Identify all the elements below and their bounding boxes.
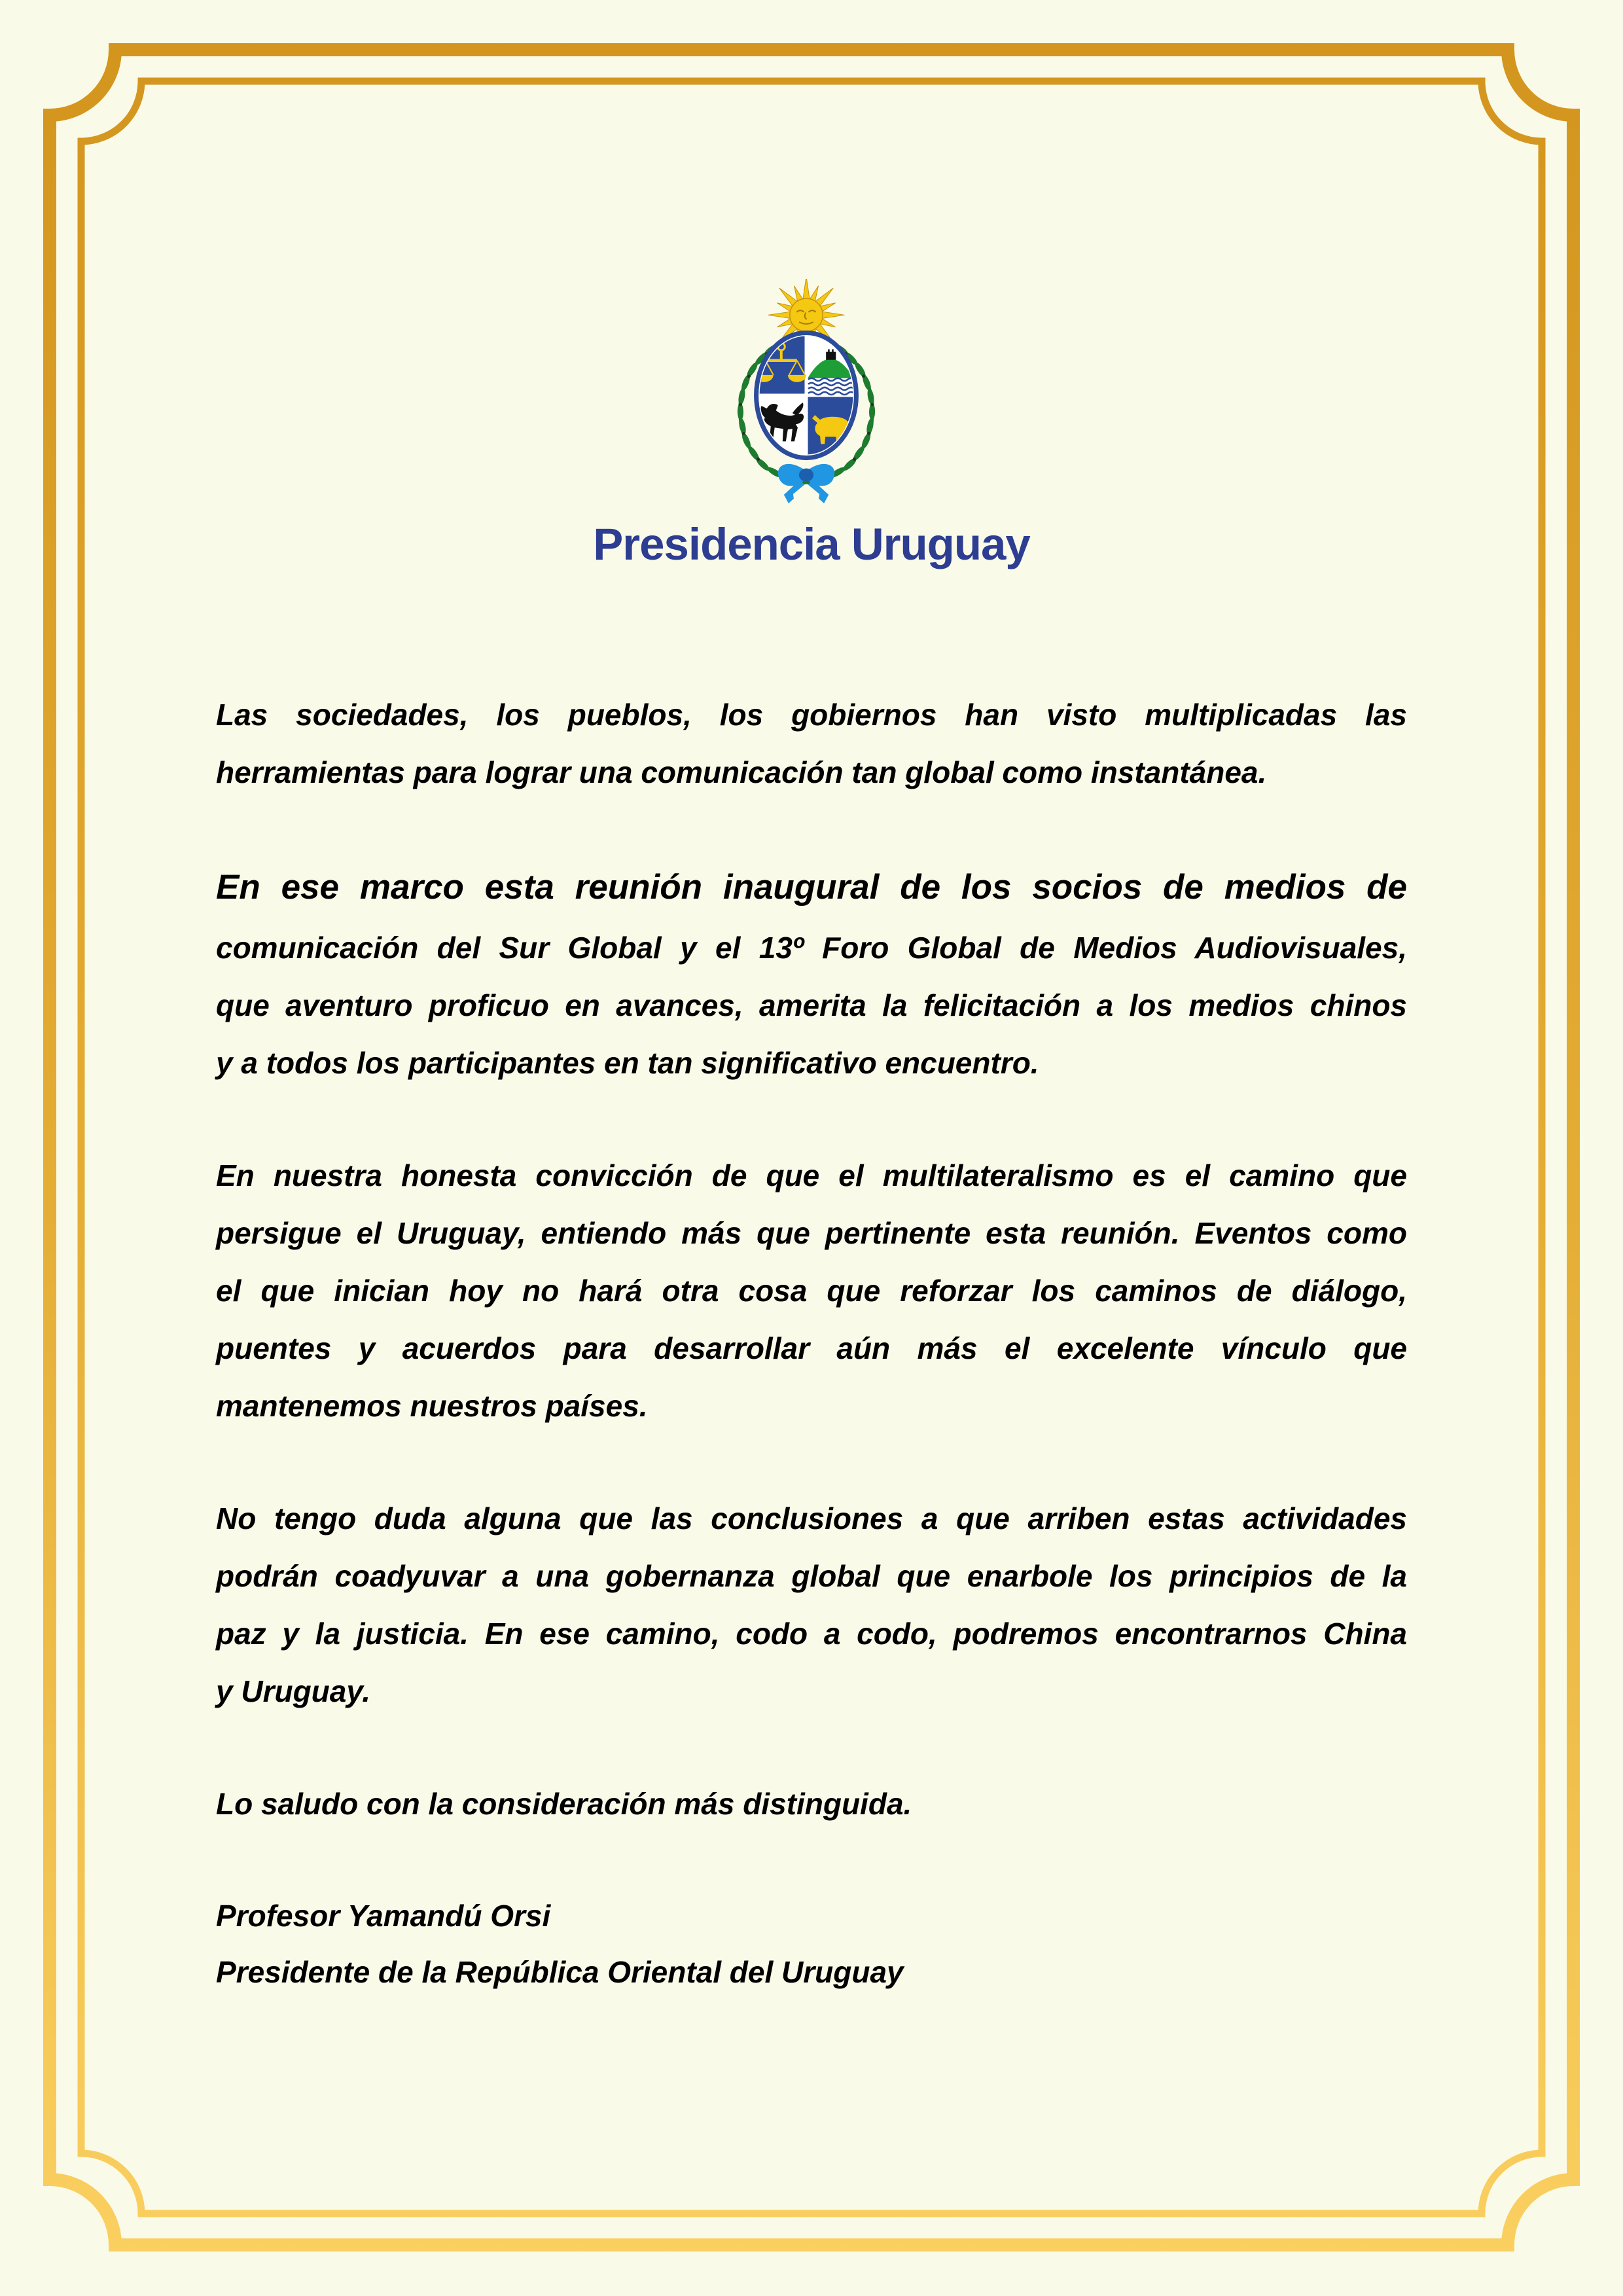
letter-paragraph <box>216 686 1407 801</box>
letter-paragraph <box>216 1490 1407 1720</box>
org-wordmark: Presidencia Uruguay <box>593 519 1030 569</box>
letter-line: que aventuro proficuo en avances, amerita la felicitación a los medios chinos <box>216 988 1407 1022</box>
letter-line: podrán coadyuvar a una gobernanza global que enarbole los principios de la <box>216 1559 1407 1593</box>
letter-body <box>216 686 1407 2000</box>
signature-title: Presidente de la República Oriental del Uruguay <box>216 1955 904 1989</box>
shield-icon <box>755 332 857 457</box>
signature-name: Profesor Yamandú Orsi <box>216 1899 551 1933</box>
letter-line: mantenemos nuestros países. <box>216 1389 648 1423</box>
letter-line: En nuestra honesta convicción de que el multilateralismo es el camino que <box>216 1158 1407 1193</box>
letter-line: el que inician hoy no hará otra cosa que reforzar los caminos de diálogo, <box>216 1274 1407 1308</box>
letter-closing <box>216 1775 1407 1833</box>
letter-paragraph <box>216 856 1407 1092</box>
letter-line: persigue el Uruguay, entiendo más que pertinente esta reunión. Eventos como <box>216 1216 1407 1250</box>
closing-line: Lo saludo con la consideración más distinguida. <box>216 1787 912 1821</box>
letter-line: herramientas para lograr una comunicación tan global como instantánea. <box>216 755 1267 789</box>
letter-line: y Uruguay. <box>216 1674 371 1708</box>
uruguay-coat-of-arms-icon <box>720 279 893 509</box>
signature-block <box>216 1888 1407 2000</box>
letter-line: Las sociedades, los pueblos, los gobiernos han visto multiplicadas las <box>216 698 1407 732</box>
letter-line: paz y la justicia. En ese camino, codo a codo, podremos encontrarnos China <box>216 1617 1407 1651</box>
letter-line: comunicación del Sur Global y el 13º Foro Global de Medios Audiovisuales, <box>216 931 1407 965</box>
letter-paragraph <box>216 1147 1407 1435</box>
letter-line-emphasized: En ese marco esta reunión inaugural de los socios de medios de <box>216 868 1407 906</box>
letter-line: y a todos los participantes en tan significativo encuentro. <box>216 1046 1039 1080</box>
letter-line: No tengo duda alguna que las conclusiones a que arriben estas actividades <box>216 1501 1407 1535</box>
letter-line: puentes y acuerdos para desarrollar aún más el excelente vínculo que <box>216 1331 1407 1365</box>
